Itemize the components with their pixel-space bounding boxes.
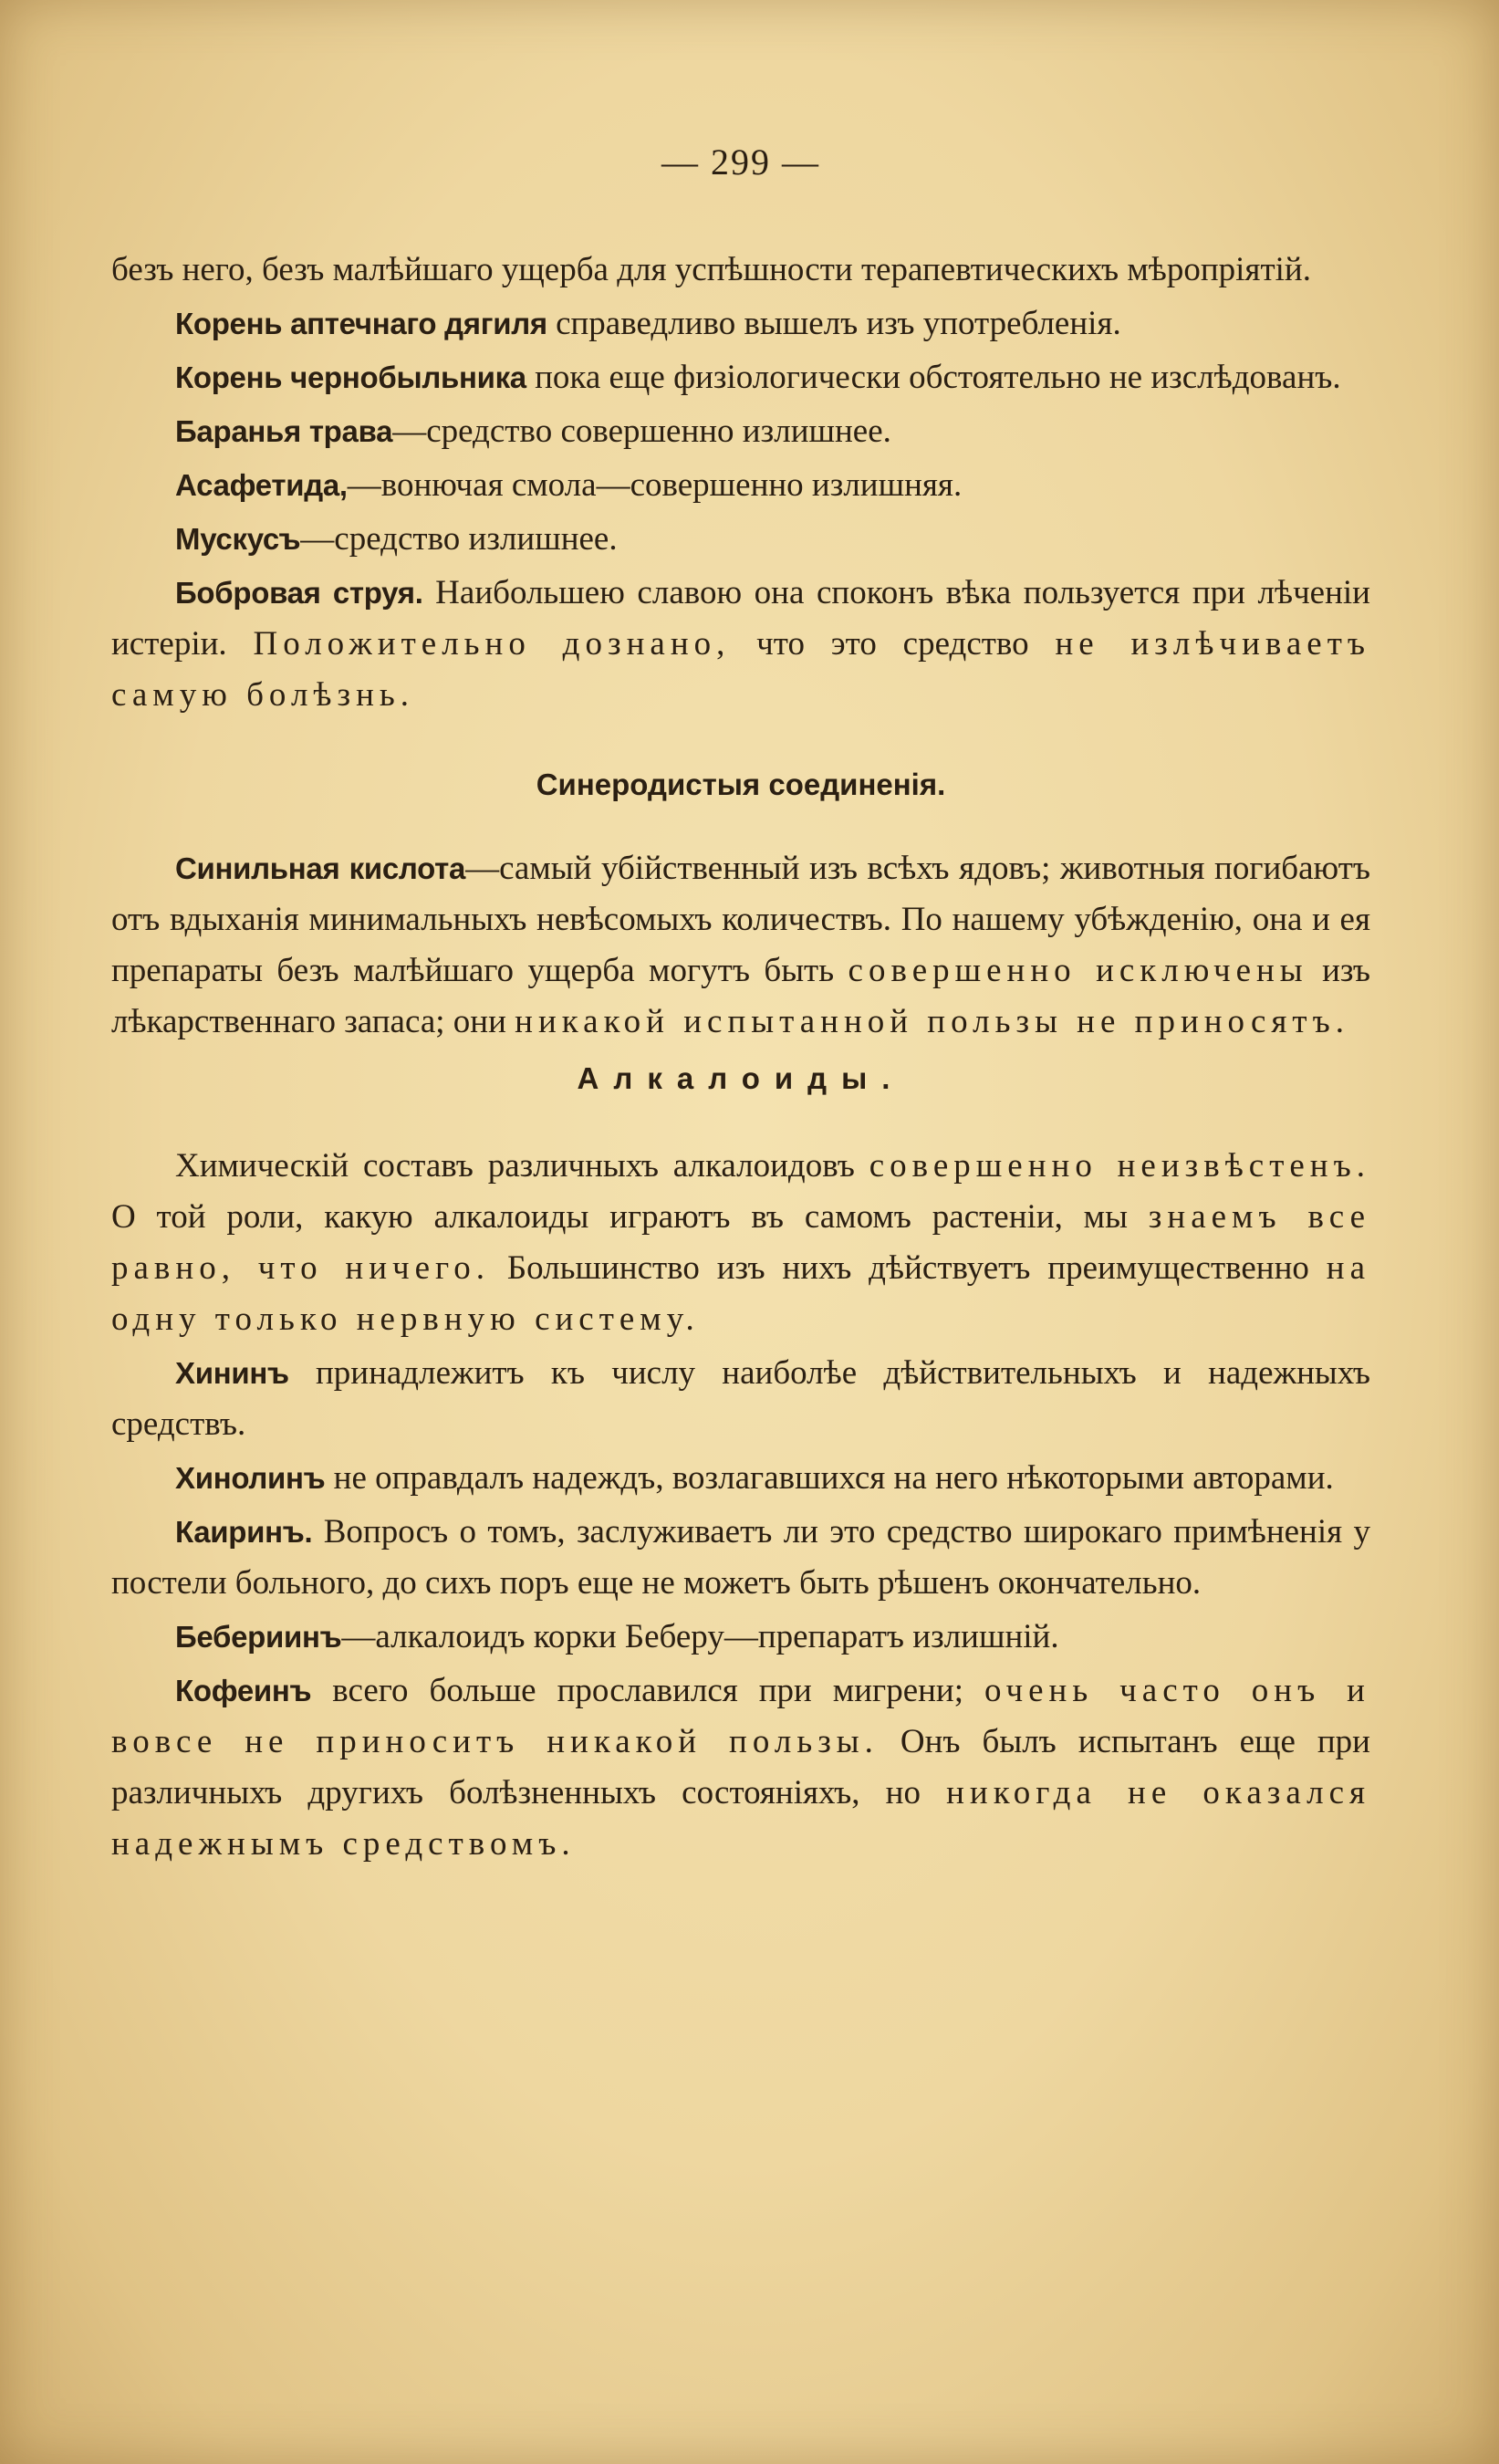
page-content bbox=[111, 137, 1370, 1873]
term-label: Корень аптечнаго дягиля bbox=[175, 307, 547, 340]
emphasis-text: знаемъ все равно, что ничего. bbox=[111, 1198, 1370, 1287]
body-text: Химическій составъ различныхъ алкалоидовъ bbox=[175, 1147, 869, 1185]
paragraph bbox=[111, 843, 1370, 1048]
paragraph bbox=[111, 1141, 1370, 1345]
term-label: Хининъ bbox=[175, 1356, 289, 1390]
emphasis-text: совершенно исключены bbox=[848, 952, 1308, 989]
body-text: —самый убійственный изъ всѣхъ ядовъ; животныя погибаютъ отъ вдыханія минимальныхъ невѣсомыхъ количествъ. По нашему убѣжденію, она и ея препараты безъ малѣйшаго ущерба могутъ быть bbox=[111, 850, 1370, 989]
body-text: пока еще физіологически обстоятельно не изслѣдованъ. bbox=[526, 359, 1341, 396]
body-text: —средство совершенно излишнее. bbox=[392, 412, 891, 450]
emphasis-text: никакой испытанной пользы не приносятъ. bbox=[515, 1003, 1349, 1040]
term-label: Кофеинъ bbox=[175, 1674, 312, 1707]
term-label: Хинолинъ bbox=[175, 1461, 326, 1495]
paragraph bbox=[111, 514, 1370, 565]
body-text: справедливо вышелъ изъ употребленія. bbox=[547, 305, 1121, 342]
body-text: —алкалоидъ корки Беберу—препаратъ излишній. bbox=[341, 1618, 1059, 1655]
text-body bbox=[111, 245, 1370, 1870]
term-label: Бебериинъ bbox=[175, 1620, 342, 1654]
term-label: Синильная кислота bbox=[175, 851, 466, 885]
body-text: Наибольшею славою она споконъ вѣка пользуется при лѣченіи истеріи. bbox=[111, 574, 1370, 663]
term-label: Асафетида, bbox=[175, 468, 348, 502]
paragraph bbox=[111, 352, 1370, 403]
emphasis-text: не излѣчиваетъ самую болѣзнь. bbox=[111, 625, 1371, 714]
section-heading: Алкалоиды. bbox=[577, 1061, 905, 1095]
paragraph bbox=[111, 568, 1370, 721]
body-text: что это средство bbox=[730, 625, 1056, 663]
paragraph bbox=[111, 1665, 1370, 1870]
body-text: Онъ былъ испытанъ еще при различныхъ другихъ болѣзненныхъ состояніяхъ, но bbox=[111, 1723, 1370, 1811]
section-heading: Синеродистыя соединенія. bbox=[536, 767, 946, 801]
term-label: Баранья трава bbox=[175, 414, 393, 448]
body-text: Большинство изъ нихъ дѣйствуетъ преимущественно bbox=[490, 1249, 1327, 1287]
emphasis-text: на одну только нервную систему. bbox=[111, 1249, 1370, 1338]
term-label: Каиринъ. bbox=[175, 1515, 313, 1549]
paragraph bbox=[111, 1453, 1370, 1504]
paragraph bbox=[111, 245, 1370, 296]
paragraph bbox=[111, 1348, 1370, 1450]
term-label: Бобровая струя. bbox=[175, 576, 423, 610]
paragraph bbox=[111, 460, 1370, 511]
term-label: Мускусъ bbox=[175, 522, 301, 556]
body-text: Вопросъ о томъ, заслуживаетъ ли это средство широкаго примѣненія у постели больного, до сихъ поръ еще не можетъ быть рѣшенъ окончательно. bbox=[111, 1513, 1370, 1602]
body-text: не оправдалъ надеждъ, возлагавшихся на него нѣкоторыми авторами. bbox=[325, 1459, 1334, 1497]
body-text: принадлежитъ къ числу наиболѣе дѣйствительныхъ и надежныхъ средствъ. bbox=[111, 1354, 1370, 1443]
body-text: всего больше прославился при мигрени; bbox=[311, 1672, 984, 1709]
paragraph bbox=[111, 1507, 1370, 1609]
body-text: изъ лѣкарственнаго запаса; они bbox=[111, 952, 1370, 1040]
emphasis-text: никогда не оказался надежнымъ средствомъ. bbox=[111, 1774, 1371, 1863]
body-text: О той роли, какую алкалоиды играютъ въ самомъ растеніи, мы bbox=[111, 1198, 1149, 1236]
body-text: —средство излишнее. bbox=[300, 520, 618, 558]
body-text: безъ него, безъ малѣйшаго ущерба для успѣшности терапевтическихъ мѣропріятій. bbox=[111, 251, 1311, 288]
paragraph bbox=[111, 1612, 1370, 1663]
body-text: —вонючая смола—совершенно излишняя. bbox=[347, 466, 963, 504]
page-number: — 299 — bbox=[661, 141, 820, 183]
emphasis-text: очень часто онъ и вовсе не приноситъ никакой пользы. bbox=[111, 1672, 1370, 1760]
term-label: Корень чернобыльника bbox=[175, 360, 526, 394]
emphasis-text: Положительно дознано, bbox=[253, 625, 731, 663]
paragraph bbox=[111, 298, 1370, 350]
paragraph bbox=[111, 406, 1370, 457]
emphasis-text: совершенно неизвѣстенъ. bbox=[869, 1147, 1370, 1185]
